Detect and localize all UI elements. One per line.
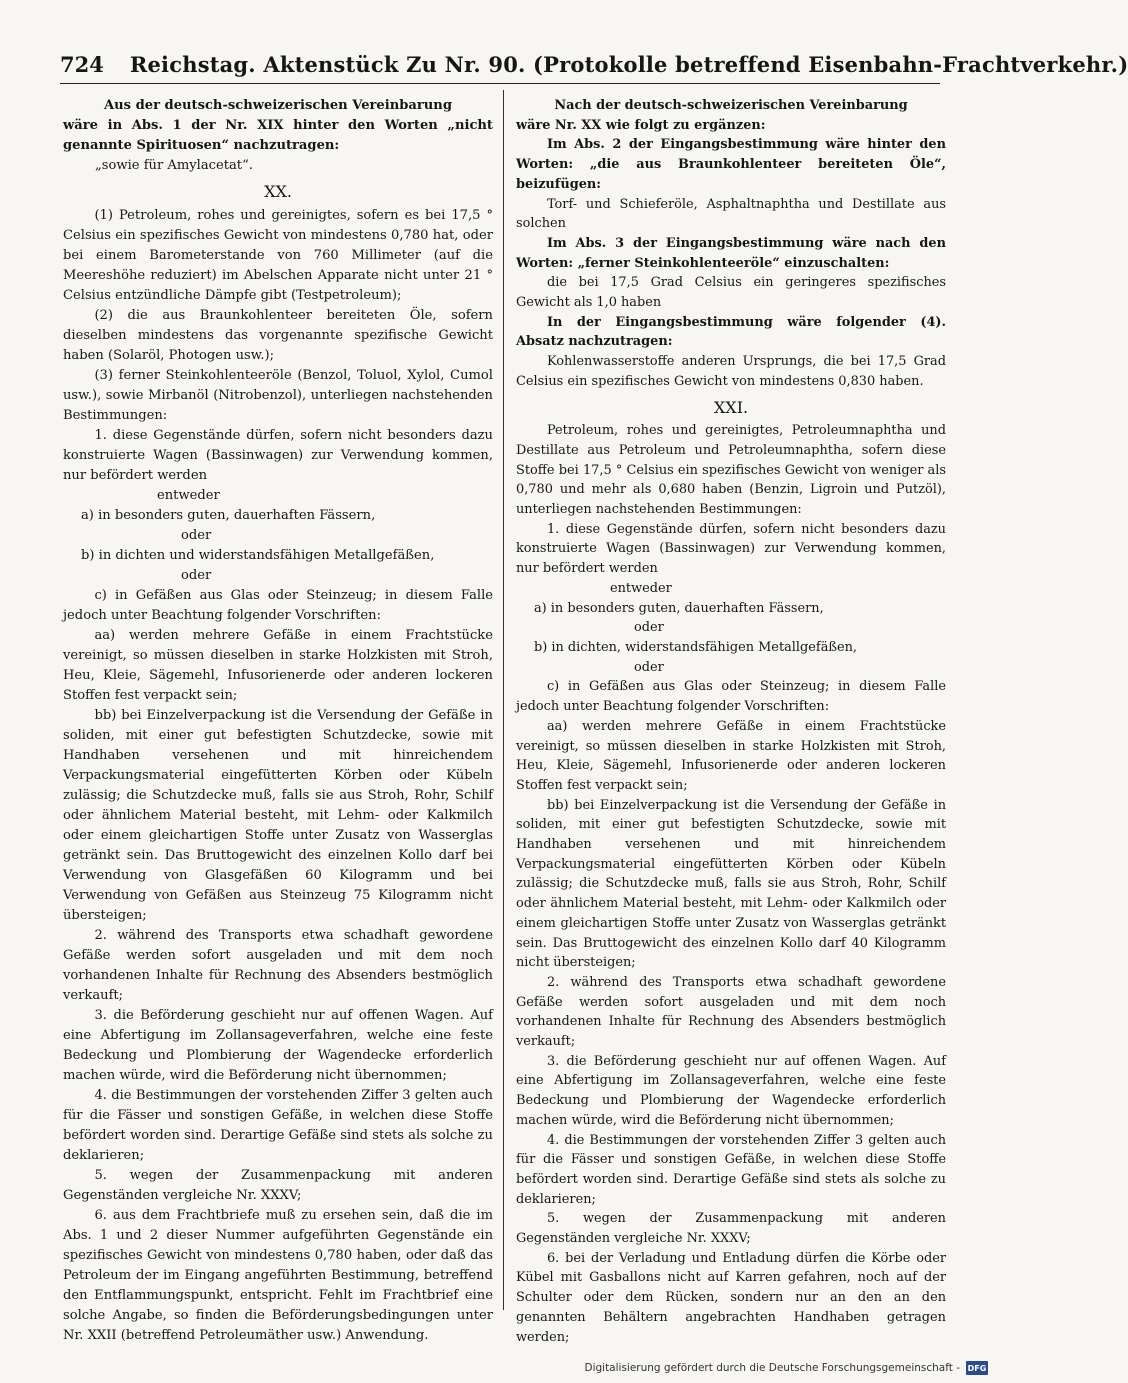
column-divider [503, 90, 504, 1310]
left-conjunction: oder [181, 528, 212, 543]
right-paragraph: In der Eingangsbestimmung wäre folgender (4). Absatz nachzutragen: [516, 314, 946, 350]
right-paragraph: 3. die Beförderung geschieht nur auf offenen Wagen. Auf eine Abfertigung im Zollansageverfahren, welche eine feste Bedeckung und Plombierung der Wagendecke erforderlich machen würde, wird die Beförderung nicht übernommen; [516, 1053, 946, 1128]
right-paragraph: aa) werden mehrere Gefäße in einem Frachtstücke vereinigt, so müssen dieselben in starke Holzkisten mit Stroh, Heu, Kleie, Sägemehl, Infusorienerde oder anderen lockeren Stoffen fest verpackt sein; [516, 718, 946, 793]
left-paragraph: (3) ferner Steinkohlenteeröle (Benzol, Toluol, Xylol, Cumol usw.), sowie Mirbanöl (Nitrobenzol), unterliegen nachstehenden Bestimmungen: [63, 368, 493, 423]
page-number: 724 [60, 52, 104, 77]
right-section-number: XXI. [713, 397, 749, 417]
right-column [516, 96, 946, 1347]
left-column [63, 96, 493, 1346]
right-paragraph: Im Abs. 3 der Eingangsbestimmung wäre nach den Worten: „ferner Steinkohlenteeröle“ einzuschalten: [516, 235, 946, 271]
footer [584, 1361, 988, 1375]
left-paragraph: wäre in Abs. 1 der Nr. XIX hinter den Worten „nicht genannte Spirituosen“ nachzutragen: [63, 118, 493, 153]
right-conjunction: oder [634, 659, 664, 675]
left-paragraph: (2) die aus Braunkohlenteer bereiteten Öle, sofern dieselben mindestens das vorgenannte spezifische Gewicht haben (Solaröl, Photogen usw.); [63, 308, 493, 363]
left-paragraph: 5. wegen der Zusammenpackung mit anderen Gegenständen vergleiche Nr. XXXV; [63, 1168, 493, 1203]
left-conjunction: oder [181, 568, 212, 583]
footer-credit: Digitalisierung gefördert durch die Deutsche Forschungsgemeinschaft - [584, 1362, 960, 1374]
right-paragraph: Torf- und Schieferöle, Asphaltnaphtha und Destillate aus solchen [516, 196, 946, 232]
left-paragraph: „sowie für Amylacetat“. [95, 158, 253, 173]
left-paragraph: 1. diese Gegenstände dürfen, sofern nicht besonders dazu konstruierte Wagen (Bassinwagen) zur Verwendung kommen, nur befördert werden [63, 428, 493, 483]
left-paragraph: (1) Petroleum, rohes und gereinigtes, sofern es bei 17,5 ° Celsius ein spezifisches Gewicht von mindestens 0,780 hat, oder bei einem Barometerstande von 760 Millimeter (auf die Meereshöhe reduziert) im Abelschen Apparate nicht unter 21 ° Celsius entzündliche Dämpfe gibt (Testpetroleum); [63, 208, 493, 303]
left-list-item: a) in besonders guten, dauerhaften Fässern, [81, 508, 376, 523]
left-paragraph: c) in Gefäßen aus Glas oder Steinzeug; in diesem Falle jedoch unter Beachtung folgender Vorschriften: [63, 588, 493, 623]
page-header [60, 52, 1128, 77]
left-paragraph: aa) werden mehrere Gefäße in einem Frachtstücke vereinigt, so müssen dieselben in starke Holzkisten mit Stroh, Heu, Kleie, Sägemehl, Infusorienerde oder anderen lockeren Stoffen fest verpackt sein; [63, 628, 493, 703]
right-paragraph: c) in Gefäßen aus Glas oder Steinzeug; in diesem Falle jedoch unter Beachtung folgender Vorschriften: [516, 679, 946, 715]
left-conjunction: entweder [157, 488, 220, 503]
right-paragraph: die bei 17,5 Grad Celsius ein geringeres spezifisches Gewicht als 1,0 haben [516, 275, 946, 311]
right-paragraph: 2. während des Transports etwa schadhaft gewordene Gefäße werden sofort ausgeladen und mit dem noch vorhandenen Inhalte für Rechnung des Absenders bestmöglich verkauft; [516, 974, 946, 1050]
right-paragraph: 6. bei der Verladung und Entladung dürfen die Körbe oder Kübel mit Gasballons nicht auf Karren gefahren, noch auf der Schulter oder dem Rücken, sondern nur an den an den genannten Behältern angebrachten Handhaben getragen werden; [516, 1250, 946, 1345]
left-paragraph: 3. die Beförderung geschieht nur auf offenen Wagen. Auf eine Abfertigung im Zollansageverfahren, welche eine feste Bedeckung und Plombierung der Wagendecke erforderlich machen würde, wird die Beförderung nicht übernommen; [63, 1008, 493, 1083]
left-section-number: XX. [264, 182, 292, 201]
left-paragraph: 6. aus dem Frachtbriefe muß zu ersehen sein, daß die im Abs. 1 und 2 dieser Nummer aufgeführten Gegenstände ein spezifisches Gewicht von mindestens 0,780 haben, oder daß das Petroleum der im Eingang angeführten Bestimmung, betreffend den Entflammungspunkt, entspricht. Fehlt im Frachtbrief eine solche Angabe, so finden die Beförderungsbedingungen unter Nr. XXII (betreffend Petroleumäther usw.) Anwendung. [63, 1208, 493, 1343]
left-paragraph: bb) bei Einzelverpackung ist die Versendung der Gefäße in soliden, mit einer gut befestigten Schutzdecke, sowie mit Handhaben versehenen und mit hinreichendem Verpackungsmaterial eingefütterten Körben oder Kübeln zulässig; die Schutzdecke muß, falls sie aus Stroh, Rohr, Schilf oder ähnlichem Material besteht, mit Lehm- oder Kalkmilch oder einem gleichartigen Stoffe unter Zusatz von Wasserglas getränkt sein. Das Bruttogewicht des einzelnen Kollo darf bei Verwendung von Glasgefäßen 60 Kilogramm und bei Verwendung von Gefäßen aus Steinzeug 75 Kilogramm nicht übersteigen; [63, 708, 493, 923]
right-paragraph: 5. wegen der Zusammenpackung mit anderen Gegenständen vergleiche Nr. XXXV; [516, 1211, 946, 1247]
right-paragraph: Kohlenwasserstoffe anderen Ursprungs, die bei 17,5 Grad Celsius ein spezifisches Gewicht von mindestens 0,830 haben. [516, 354, 946, 389]
right-paragraph: Petroleum, rohes und gereinigtes, Petroleumnaphtha und Destillate aus Petroleum und Petroleumnaphtha, sofern diese Stoffe bei 17,5 ° Celsius ein spezifisches Gewicht von weniger als 0,780 und mehr als 0,680 haben (Benzin, Ligroin und Putzöl), unterliegen nachstehenden Bestimmungen: [516, 423, 946, 518]
right-paragraph: 4. die Bestimmungen der vorstehenden Ziffer 3 gelten auch für die Fässer und sonstigen Gefäße, in welchen diese Stoffe befördert worden sind. Derartige Gefäße sind stets als solche zu deklarieren; [516, 1132, 946, 1207]
right-paragraph: Im Abs. 2 der Eingangsbestimmung wäre hinter den Worten: „die aus Braunkohlenteer bereiteten Öle“, beizufügen: [516, 137, 946, 192]
right-list-item: b) in dichten, widerstandsfähigen Metallgefäßen, [534, 639, 858, 655]
right-heading: Nach der deutsch-schweizerischen Vereinbarung [554, 98, 908, 113]
left-paragraph: 4. die Bestimmungen der vorstehenden Ziffer 3 gelten auch für die Fässer und sonstigen Gefäße, in welchen diese Stoffe befördert worden sind. Derartige Gefäße sind stets als solche zu deklarieren; [63, 1088, 493, 1163]
left-paragraph: 2. während des Transports etwa schadhaft gewordene Gefäße werden sofort ausgeladen und mit dem noch vorhandenen Inhalte für Rechnung des Absenders bestmöglich verkauft; [63, 928, 493, 1003]
right-conjunction: oder [634, 620, 664, 636]
header-rule [60, 83, 940, 84]
left-list-item: b) in dichten und widerstandsfähigen Metallgefäßen, [81, 548, 435, 563]
running-title: Reichstag. Aktenstück Zu Nr. 90. (Protokolle betreffend Eisenbahn-Frachtverkehr.) [129, 52, 1128, 77]
right-list-item: a) in besonders guten, dauerhaften Fässern, [534, 600, 824, 616]
right-paragraph: 1. diese Gegenstände dürfen, sofern nicht besonders dazu konstruierte Wagen (Bassinwagen) zur Verwendung kommen, nur befördert werden [516, 521, 946, 577]
left-heading: Aus der deutsch-schweizerischen Vereinbarung [103, 98, 452, 113]
right-conjunction: entweder [610, 580, 672, 596]
dfg-logo: DFG [966, 1361, 988, 1375]
right-paragraph: bb) bei Einzelverpackung ist die Versendung der Gefäße in soliden, mit einer gut befestigten Schutzdecke, sowie mit Handhaben versehenen und mit hinreichendem Verpackungsmaterial eingefütterten Körben oder Kübeln zulässig; die Schutzdecke muß, falls sie aus Stroh, Rohr, Schilf oder ähnlichem Material besteht, mit Lehm- oder Kalkmilch oder einem gleichartigen Stoffe unter Zusatz von Wasserglas getränkt sein. Das Bruttogewicht des einzelnen Kollo darf 40 Kilogramm nicht übersteigen; [516, 797, 946, 971]
right-paragraph: wäre Nr. XX wie folgt zu ergänzen: [516, 117, 766, 133]
